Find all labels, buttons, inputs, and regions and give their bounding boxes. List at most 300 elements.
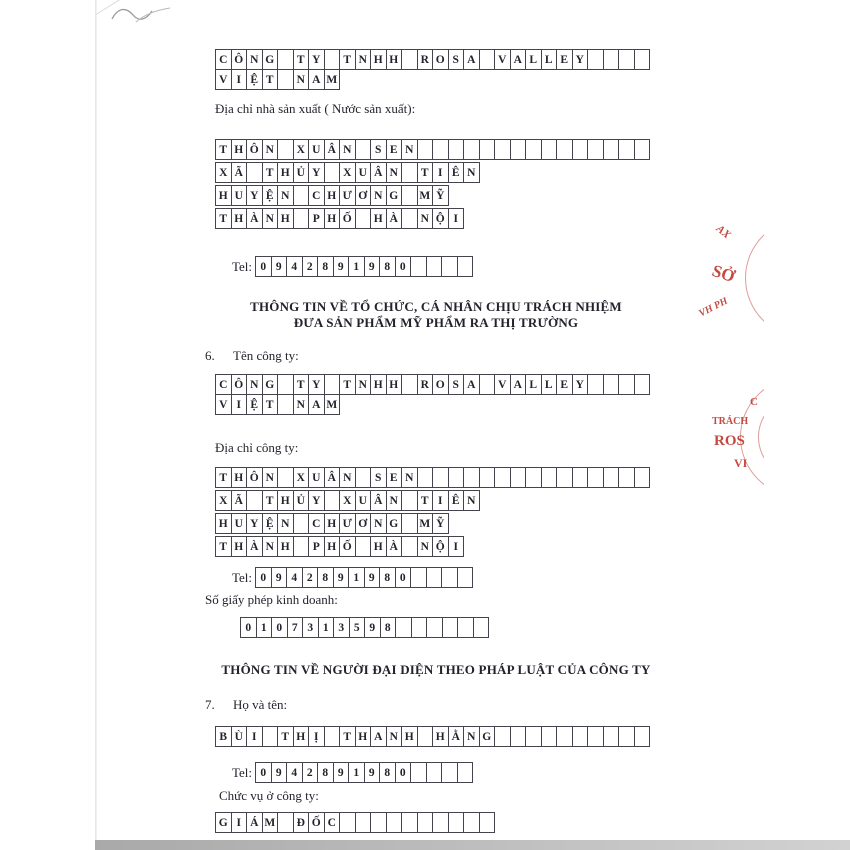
grid-cell — [401, 374, 418, 395]
grid-cell: P — [308, 536, 325, 557]
grid-cell — [448, 139, 465, 160]
grid-cell — [277, 394, 294, 415]
grid-cell — [541, 726, 558, 747]
grid-cell: H — [324, 536, 341, 557]
grid-cell: N — [463, 726, 480, 747]
grid-cell — [401, 208, 418, 229]
grid-cell: M — [324, 394, 341, 415]
grid-cell: M — [417, 513, 434, 534]
grid-cell: Y — [308, 374, 325, 395]
grid-cell: Y — [308, 162, 325, 183]
grid-cell: H — [401, 726, 418, 747]
grid-cell: Đ — [293, 812, 310, 833]
grid-cell — [401, 812, 418, 833]
grid-row — [215, 49, 650, 70]
grid-cell — [417, 812, 434, 833]
grid-cell — [541, 467, 558, 488]
grid-cell: G — [215, 812, 232, 833]
section-heading-responsible-org — [100, 299, 772, 331]
grid-cell: N — [262, 139, 279, 160]
business-license-label: Số giấy phép kinh doanh: — [205, 592, 338, 607]
grid-cell — [395, 617, 412, 638]
grid-cell: Ộ — [432, 536, 449, 557]
grid-cell — [355, 208, 372, 229]
grid-cell: T — [262, 69, 279, 90]
grid-cell: L — [525, 374, 542, 395]
grid-cell: U — [355, 490, 372, 511]
heading-line: THÔNG TIN VỀ TỔ CHỨC, CÁ NHÂN CHỊU TRÁCH NHIỆM — [250, 299, 622, 314]
grid-cell — [324, 374, 341, 395]
grid-cell: T — [262, 394, 279, 415]
grid-cell: N — [386, 490, 403, 511]
grid-cell — [448, 812, 465, 833]
grid-cell — [572, 139, 589, 160]
grid-cell: 9 — [364, 617, 381, 638]
grid-cell: C — [308, 513, 325, 534]
item-6-number: 6. — [205, 348, 215, 363]
grid-cell: 9 — [364, 762, 381, 783]
grid-cell: N — [370, 513, 387, 534]
grid-cell: N — [262, 536, 279, 557]
grid-cell — [324, 490, 341, 511]
grid-cell: H — [277, 490, 294, 511]
grid-cell: I — [432, 490, 449, 511]
grid-cell: Ệ — [246, 69, 263, 90]
grid-cell: N — [339, 467, 356, 488]
grid-cell: S — [448, 49, 465, 70]
grid-cell — [479, 374, 496, 395]
grid-cell — [618, 139, 635, 160]
grid-cell: I — [246, 726, 263, 747]
grid-row — [215, 726, 650, 747]
grid-cell: 1 — [348, 762, 365, 783]
grid-cell — [324, 49, 341, 70]
grid-cell: V — [494, 374, 511, 395]
grid-cell — [603, 726, 620, 747]
grid-row — [215, 812, 495, 833]
grid-cell: Ố — [339, 536, 356, 557]
fullname-grid — [215, 726, 650, 747]
manufacturer-address-label: Địa chỉ nhà sản xuất ( Nước sản xuất): — [215, 101, 416, 116]
grid-cell: H — [432, 726, 449, 747]
stamp-text-fragment: SỞ — [709, 260, 738, 287]
business-license-grid — [240, 617, 489, 638]
grid-cell: T — [339, 374, 356, 395]
section-heading-legal-representative — [100, 662, 772, 678]
grid-cell: N — [277, 513, 294, 534]
grid-cell — [603, 49, 620, 70]
grid-row — [215, 513, 650, 534]
grid-cell: T — [215, 536, 232, 557]
grid-cell — [556, 726, 573, 747]
grid-cell: G — [479, 726, 496, 747]
grid-cell: 4 — [286, 762, 303, 783]
grid-cell: V — [215, 394, 232, 415]
grid-cell: 7 — [287, 617, 304, 638]
grid-cell: H — [277, 536, 294, 557]
grid-cell — [587, 139, 604, 160]
grid-cell: 1 — [348, 567, 365, 588]
company-address-label: Địa chỉ công ty: — [215, 440, 299, 455]
grid-cell: Ô — [246, 139, 263, 160]
grid-cell: 8 — [379, 567, 396, 588]
grid-cell — [277, 812, 294, 833]
grid-cell — [556, 139, 573, 160]
grid-cell: A — [463, 49, 480, 70]
grid-row — [215, 467, 650, 488]
grid-cell: 2 — [302, 762, 319, 783]
grid-cell: T — [293, 49, 310, 70]
grid-cell: Ằ — [448, 726, 465, 747]
grid-cell — [494, 467, 511, 488]
grid-cell — [587, 467, 604, 488]
grid-cell: N — [355, 49, 372, 70]
grid-cell: Ệ — [262, 513, 279, 534]
grid-cell — [410, 567, 427, 588]
grid-cell: G — [262, 374, 279, 395]
grid-cell: I — [448, 208, 465, 229]
tel-label: Tel: — [232, 258, 253, 274]
fullname-label: Họ và tên: — [233, 697, 288, 712]
grid-row — [215, 490, 650, 511]
grid-cell: 4 — [286, 567, 303, 588]
scan-bottom-edge — [95, 840, 850, 850]
grid-cell — [401, 490, 418, 511]
grid-cell: T — [277, 726, 294, 747]
grid-cell: N — [355, 374, 372, 395]
grid-cell — [587, 49, 604, 70]
grid-cell — [293, 513, 310, 534]
grid-cell: T — [215, 467, 232, 488]
grid-cell — [510, 467, 527, 488]
grid-cell — [426, 567, 443, 588]
grid-cell: Â — [370, 162, 387, 183]
stamp-text-fragment: VH PH — [697, 295, 730, 320]
grid-cell: H — [293, 726, 310, 747]
grid-cell: E — [556, 374, 573, 395]
grid-cell: X — [215, 490, 232, 511]
grid-cell: M — [417, 185, 434, 206]
grid-cell: 9 — [271, 256, 288, 277]
grid-cell: H — [231, 139, 248, 160]
grid-cell: N — [262, 208, 279, 229]
grid-cell — [277, 467, 294, 488]
grid-cell — [634, 467, 651, 488]
grid-cell: Á — [246, 812, 263, 833]
grid-cell: T — [215, 208, 232, 229]
grid-cell: N — [370, 185, 387, 206]
stamp-area — [690, 215, 764, 505]
grid-cell: À — [386, 208, 403, 229]
grid-row — [215, 69, 650, 90]
grid-cell: H — [324, 185, 341, 206]
grid-cell: Ư — [339, 513, 356, 534]
grid-row — [215, 139, 650, 160]
grid-cell: I — [231, 69, 248, 90]
grid-cell: 5 — [349, 617, 366, 638]
grid-cell: 0 — [255, 567, 272, 588]
grid-cell: 8 — [317, 762, 334, 783]
grid-cell — [386, 812, 403, 833]
grid-cell: Ư — [339, 185, 356, 206]
grid-cell: A — [370, 726, 387, 747]
grid-cell — [355, 467, 372, 488]
grid-cell: 2 — [302, 567, 319, 588]
grid-cell: 9 — [333, 256, 350, 277]
grid-row — [215, 208, 650, 229]
grid-cell: Ố — [308, 812, 325, 833]
grid-cell: P — [308, 208, 325, 229]
grid-cell: Ỹ — [432, 513, 449, 534]
grid-cell: M — [324, 69, 341, 90]
grid-row — [240, 617, 489, 638]
stamp-text-fragment: C — [750, 396, 758, 408]
grid-cell: C — [215, 374, 232, 395]
grid-cell: I — [432, 162, 449, 183]
grid-cell: 1 — [318, 617, 335, 638]
grid-row — [215, 162, 650, 183]
grid-cell: N — [262, 467, 279, 488]
grid-cell — [401, 536, 418, 557]
grid-cell — [448, 467, 465, 488]
grid-cell: T — [417, 490, 434, 511]
grid-cell: Ủ — [293, 162, 310, 183]
grid-cell: Ô — [231, 49, 248, 70]
grid-cell — [339, 812, 356, 833]
grid-cell — [634, 726, 651, 747]
grid-cell: 4 — [286, 256, 303, 277]
grid-cell: U — [231, 185, 248, 206]
grid-cell: Y — [308, 490, 325, 511]
grid-cell: Y — [246, 513, 263, 534]
grid-cell: M — [262, 812, 279, 833]
grid-cell: R — [417, 374, 434, 395]
grid-cell: 8 — [380, 617, 397, 638]
grid-cell — [441, 256, 458, 277]
grid-cell: H — [324, 208, 341, 229]
grid-cell: T — [417, 162, 434, 183]
grid-cell: H — [231, 208, 248, 229]
grid-cell: L — [541, 49, 558, 70]
grid-cell — [479, 139, 496, 160]
grid-cell: Ệ — [246, 394, 263, 415]
grid-cell: 9 — [364, 567, 381, 588]
grid-cell: Y — [572, 374, 589, 395]
grid-cell — [262, 726, 279, 747]
grid-cell: N — [401, 139, 418, 160]
manufacturer-name-grid — [215, 49, 650, 90]
grid-cell — [417, 726, 434, 747]
grid-cell — [618, 374, 635, 395]
grid-cell: Ã — [231, 162, 248, 183]
grid-cell: E — [386, 139, 403, 160]
grid-cell: N — [339, 139, 356, 160]
grid-cell — [525, 139, 542, 160]
grid-cell — [572, 467, 589, 488]
grid-cell: T — [262, 490, 279, 511]
grid-cell: À — [246, 536, 263, 557]
grid-cell: X — [293, 139, 310, 160]
grid-cell: N — [277, 185, 294, 206]
grid-cell: G — [386, 513, 403, 534]
grid-cell: 3 — [333, 617, 350, 638]
grid-cell — [355, 536, 372, 557]
lower-stamp-outer-arc — [740, 377, 764, 497]
grid-cell: Ã — [231, 490, 248, 511]
grid-cell — [541, 139, 558, 160]
grid-cell — [634, 374, 651, 395]
grid-cell — [324, 162, 341, 183]
grid-cell: H — [370, 49, 387, 70]
grid-cell: 9 — [364, 256, 381, 277]
grid-cell: H — [277, 162, 294, 183]
grid-cell: 0 — [255, 762, 272, 783]
grid-cell: 1 — [256, 617, 273, 638]
grid-cell: N — [246, 49, 263, 70]
grid-cell — [510, 726, 527, 747]
grid-cell — [401, 162, 418, 183]
grid-cell: Ơ — [355, 513, 372, 534]
item-7-number: 7. — [205, 697, 215, 712]
grid-cell: O — [432, 374, 449, 395]
grid-cell: T — [215, 139, 232, 160]
grid-cell — [634, 139, 651, 160]
grid-cell: Y — [308, 49, 325, 70]
grid-cell: Ô — [246, 467, 263, 488]
grid-cell: V — [215, 69, 232, 90]
grid-cell: H — [386, 374, 403, 395]
tel-grid — [255, 567, 473, 588]
grid-cell — [432, 467, 449, 488]
grid-cell — [324, 726, 341, 747]
grid-cell — [479, 49, 496, 70]
grid-cell: X — [293, 467, 310, 488]
grid-cell — [246, 162, 263, 183]
grid-cell: N — [401, 467, 418, 488]
grid-cell: I — [231, 394, 248, 415]
grid-cell — [463, 467, 480, 488]
grid-cell: S — [370, 467, 387, 488]
company-name-grid — [215, 374, 650, 415]
grid-cell: A — [308, 394, 325, 415]
grid-cell: I — [231, 812, 248, 833]
grid-cell — [587, 374, 604, 395]
grid-cell: 2 — [302, 256, 319, 277]
grid-cell — [441, 762, 458, 783]
grid-cell — [293, 185, 310, 206]
grid-cell: 0 — [240, 617, 257, 638]
tel-label: Tel: — [232, 569, 253, 585]
stamp-text-fragment: TRÁCH — [712, 416, 749, 427]
grid-cell — [441, 567, 458, 588]
grid-cell — [417, 467, 434, 488]
manufacturer-tel-row — [232, 256, 473, 277]
grid-cell: H — [355, 726, 372, 747]
heading-line: ĐƯA SẢN PHẨM MỸ PHẨM RA THỊ TRƯỜNG — [293, 315, 579, 330]
grid-cell — [494, 726, 511, 747]
grid-cell: H — [231, 536, 248, 557]
grid-cell: Â — [324, 467, 341, 488]
stamp-text-fragment: AX — [713, 222, 733, 242]
grid-cell — [442, 617, 459, 638]
grid-cell: N — [417, 208, 434, 229]
grid-cell: 8 — [379, 256, 396, 277]
grid-cell — [426, 256, 443, 277]
company-name-label: Tên công ty: — [233, 348, 299, 363]
representative-tel-row — [232, 762, 473, 783]
grid-cell: A — [510, 374, 527, 395]
tel-label: Tel: — [232, 764, 253, 780]
grid-cell — [411, 617, 428, 638]
grid-cell: 0 — [271, 617, 288, 638]
grid-cell: A — [510, 49, 527, 70]
grid-cell: 9 — [271, 762, 288, 783]
grid-cell — [510, 139, 527, 160]
grid-cell — [277, 49, 294, 70]
grid-cell — [277, 69, 294, 90]
grid-cell — [457, 617, 474, 638]
grid-cell: N — [246, 374, 263, 395]
grid-cell: H — [324, 513, 341, 534]
grid-cell — [463, 139, 480, 160]
grid-cell: H — [215, 185, 232, 206]
grid-cell — [417, 139, 434, 160]
company-address-grid — [215, 467, 650, 557]
grid-cell: N — [463, 490, 480, 511]
grid-cell: 1 — [348, 256, 365, 277]
grid-cell — [293, 536, 310, 557]
grid-cell — [426, 762, 443, 783]
grid-cell: C — [215, 49, 232, 70]
grid-cell: H — [386, 49, 403, 70]
grid-cell: U — [308, 139, 325, 160]
grid-cell — [426, 617, 443, 638]
grid-cell: Ệ — [262, 185, 279, 206]
grid-cell: T — [339, 49, 356, 70]
grid-cell: G — [386, 185, 403, 206]
grid-cell — [587, 726, 604, 747]
grid-cell: 9 — [333, 567, 350, 588]
grid-cell — [525, 726, 542, 747]
grid-cell: U — [308, 467, 325, 488]
grid-cell — [355, 139, 372, 160]
grid-cell — [479, 467, 496, 488]
grid-cell: 9 — [333, 762, 350, 783]
grid-cell: À — [386, 536, 403, 557]
grid-cell: 3 — [302, 617, 319, 638]
grid-cell — [603, 139, 620, 160]
grid-cell: S — [448, 374, 465, 395]
grid-cell: Â — [370, 490, 387, 511]
grid-cell: Ê — [448, 490, 465, 511]
grid-cell: Ô — [231, 374, 248, 395]
manufacturer-address-grid — [215, 139, 650, 229]
grid-cell: 0 — [395, 567, 412, 588]
company-tel-row — [232, 567, 473, 588]
grid-cell — [457, 256, 474, 277]
grid-cell — [618, 49, 635, 70]
tel-grid — [255, 256, 473, 277]
grid-cell — [618, 467, 635, 488]
page-left-edge — [95, 0, 97, 842]
position-grid — [215, 812, 495, 833]
grid-cell: H — [370, 208, 387, 229]
grid-cell: O — [432, 49, 449, 70]
grid-cell: N — [293, 394, 310, 415]
grid-cell — [293, 208, 310, 229]
grid-cell: Ủ — [293, 490, 310, 511]
grid-cell — [556, 467, 573, 488]
